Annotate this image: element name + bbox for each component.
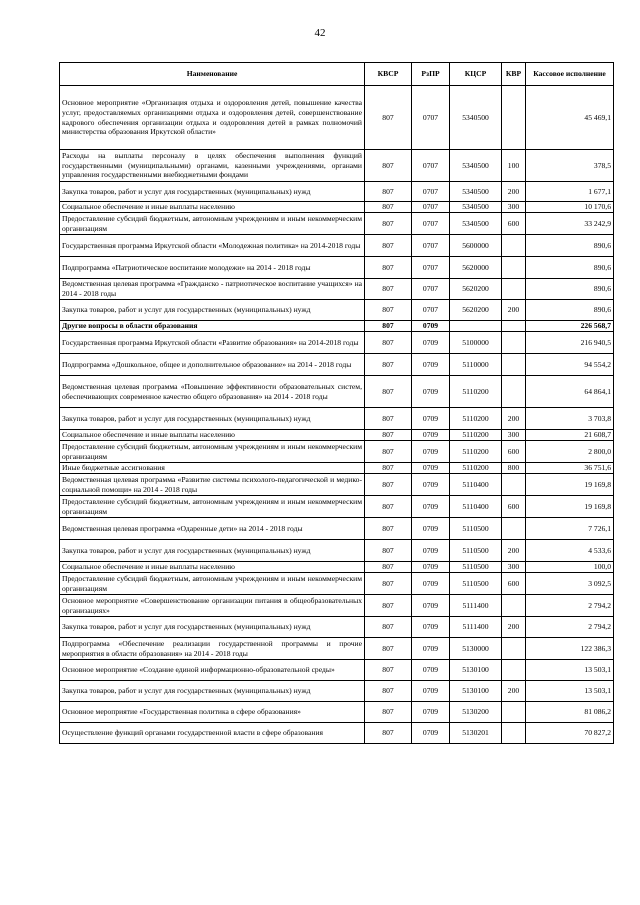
row-kcsr-cell — [450, 321, 502, 332]
header-kvr: КВР — [502, 63, 526, 86]
row-kvr-cell: 600 — [502, 573, 526, 595]
table-row — [60, 182, 614, 202]
row-rzpr-cell: 0707 — [412, 213, 450, 235]
row-kcsr-cell: 5130000 — [450, 638, 502, 660]
row-rzpr-cell: 0709 — [412, 474, 450, 496]
header-kvsr: КВСР — [365, 63, 412, 86]
row-name-cell: Государственная программа Иркутской области «Развитие образования» на 2014-2018 годы — [60, 332, 365, 354]
row-exec-cell: 2 794,2 — [526, 595, 614, 617]
table-row — [60, 617, 614, 638]
row-rzpr-cell: 0709 — [412, 441, 450, 463]
row-kvr-cell — [502, 279, 526, 300]
row-kvsr-cell: 807 — [365, 463, 412, 474]
row-kvr-cell — [502, 595, 526, 617]
row-kcsr-cell: 5130100 — [450, 681, 502, 702]
row-kcsr-cell: 5340500 — [450, 213, 502, 235]
row-exec-cell: 33 242,9 — [526, 213, 614, 235]
row-kcsr-cell: 5111400 — [450, 617, 502, 638]
row-kvr-cell: 600 — [502, 441, 526, 463]
row-kcsr-cell: 5110200 — [450, 430, 502, 441]
table-row — [60, 573, 614, 595]
row-kvsr-cell: 807 — [365, 660, 412, 681]
table-row — [60, 376, 614, 408]
row-exec-cell: 100,0 — [526, 562, 614, 573]
row-name-cell: Подпрограмма «Дошкольное, общее и дополнительное образование» на 2014 - 2018 годы — [60, 354, 365, 376]
row-exec-cell: 890,6 — [526, 257, 614, 279]
table-row — [60, 518, 614, 540]
row-kvr-cell: 600 — [502, 496, 526, 518]
table-row — [60, 213, 614, 235]
table-row — [60, 638, 614, 660]
row-name-cell: Закупка товаров, работ и услуг для государственных (муниципальных) нужд — [60, 300, 365, 321]
row-kcsr-cell: 5340500 — [450, 150, 502, 182]
row-rzpr-cell: 0709 — [412, 573, 450, 595]
row-kvr-cell — [502, 518, 526, 540]
row-kvsr-cell: 807 — [365, 300, 412, 321]
row-name-cell: Ведомственная целевая программа «Повышение эффективности образовательных систем, обеспечивающих современное качество общего образования» на 2014 - 2018 годы — [60, 376, 365, 408]
row-rzpr-cell: 0707 — [412, 150, 450, 182]
row-kcsr-cell: 5111400 — [450, 595, 502, 617]
row-exec-cell: 13 503,1 — [526, 681, 614, 702]
row-name-cell: Предоставление субсидий бюджетным, автономным учреждениям и иным некоммерческим организациям — [60, 213, 365, 235]
row-kvsr-cell: 807 — [365, 681, 412, 702]
row-kvr-cell: 300 — [502, 430, 526, 441]
row-kvsr-cell: 807 — [365, 279, 412, 300]
row-kvr-cell: 600 — [502, 213, 526, 235]
row-name-cell: Подпрограмма «Патриотическое воспитание молодежи» на 2014 - 2018 годы — [60, 257, 365, 279]
row-rzpr-cell: 0709 — [412, 540, 450, 562]
row-kvsr-cell: 807 — [365, 562, 412, 573]
row-exec-cell: 70 827,2 — [526, 723, 614, 744]
row-name-cell: Предоставление субсидий бюджетным, автономным учреждениям и иным некоммерческим организациям — [60, 573, 365, 595]
row-kcsr-cell: 5130100 — [450, 660, 502, 681]
row-exec-cell: 45 469,1 — [526, 86, 614, 150]
row-kvr-cell: 200 — [502, 617, 526, 638]
row-rzpr-cell: 0707 — [412, 257, 450, 279]
row-name-cell: Основное мероприятие «Государственная политика в сфере образования» — [60, 702, 365, 723]
row-rzpr-cell: 0709 — [412, 562, 450, 573]
table-row — [60, 562, 614, 573]
row-kvsr-cell: 807 — [365, 496, 412, 518]
row-name-cell: Ведомственная целевая программа «Одаренные дети» на 2014 - 2018 годы — [60, 518, 365, 540]
row-rzpr-cell: 0709 — [412, 702, 450, 723]
row-kvsr-cell: 807 — [365, 702, 412, 723]
row-rzpr-cell: 0709 — [412, 430, 450, 441]
row-kcsr-cell: 5110200 — [450, 376, 502, 408]
row-rzpr-cell: 0709 — [412, 723, 450, 744]
row-kvr-cell — [502, 638, 526, 660]
row-kvr-cell — [502, 723, 526, 744]
row-name-cell: Ведомственная целевая программа «Развитие системы психолого-педагогической и медико-социальной помощи» на 2014 - 2018 годы — [60, 474, 365, 496]
row-exec-cell: 216 940,5 — [526, 332, 614, 354]
row-name-cell: Другие вопросы в области образования — [60, 321, 365, 332]
row-name-cell: Государственная программа Иркутской области «Молодежная политика» на 2014-2018 годы — [60, 235, 365, 257]
row-exec-cell: 890,6 — [526, 279, 614, 300]
header-rzpr: РзПР — [412, 63, 450, 86]
row-kvr-cell: 200 — [502, 182, 526, 202]
row-kvsr-cell: 807 — [365, 723, 412, 744]
row-exec-cell: 890,6 — [526, 235, 614, 257]
row-kvsr-cell: 807 — [365, 441, 412, 463]
row-kvr-cell: 200 — [502, 408, 526, 430]
row-name-cell: Закупка товаров, работ и услуг для государственных (муниципальных) нужд — [60, 182, 365, 202]
row-kvr-cell: 800 — [502, 463, 526, 474]
table-row — [60, 540, 614, 562]
row-rzpr-cell: 0709 — [412, 376, 450, 408]
table-row — [60, 660, 614, 681]
row-exec-cell: 94 554,2 — [526, 354, 614, 376]
table-row — [60, 279, 614, 300]
header-kcsr: КЦСР — [450, 63, 502, 86]
row-kcsr-cell: 5110500 — [450, 518, 502, 540]
row-kvsr-cell: 807 — [365, 617, 412, 638]
table-row — [60, 235, 614, 257]
row-kcsr-cell: 5340500 — [450, 202, 502, 213]
row-kvr-cell: 200 — [502, 681, 526, 702]
row-name-cell: Иные бюджетные ассигнования — [60, 463, 365, 474]
row-kvsr-cell: 807 — [365, 182, 412, 202]
row-rzpr-cell: 0709 — [412, 617, 450, 638]
row-rzpr-cell: 0707 — [412, 86, 450, 150]
row-exec-cell: 36 751,6 — [526, 463, 614, 474]
row-kvsr-cell: 807 — [365, 474, 412, 496]
row-kvr-cell — [502, 86, 526, 150]
row-rzpr-cell: 0707 — [412, 279, 450, 300]
row-kvr-cell: 200 — [502, 300, 526, 321]
row-name-cell: Закупка товаров, работ и услуг для государственных (муниципальных) нужд — [60, 540, 365, 562]
row-name-cell: Социальное обеспечение и иные выплаты населению — [60, 430, 365, 441]
budget-table — [59, 62, 614, 744]
row-kcsr-cell: 5340500 — [450, 86, 502, 150]
row-kvsr-cell: 807 — [365, 332, 412, 354]
row-exec-cell: 7 726,1 — [526, 518, 614, 540]
row-name-cell: Расходы на выплаты персоналу в целях обеспечения выполнения функций государственными (муниципальными) органами, казенными учреждениями, органами управления государственными внебюджетными фондами — [60, 150, 365, 182]
table-row — [60, 321, 614, 332]
row-rzpr-cell: 0707 — [412, 182, 450, 202]
row-name-cell: Основное мероприятие «Организация отдыха и оздоровления детей, повышение качества услуг, предоставляемых организациями отдыха и оздоровления детей, совершенствование кадрового обеспечения организации отдыха и оздоровления детей в рамках полномочий министерства образования Иркутской области» — [60, 86, 365, 150]
row-exec-cell: 122 386,3 — [526, 638, 614, 660]
row-rzpr-cell: 0709 — [412, 354, 450, 376]
row-kcsr-cell: 5110400 — [450, 474, 502, 496]
row-kvsr-cell: 807 — [365, 430, 412, 441]
row-kvr-cell: 200 — [502, 540, 526, 562]
row-kvsr-cell: 807 — [365, 638, 412, 660]
row-kvr-cell — [502, 257, 526, 279]
table-row — [60, 463, 614, 474]
row-name-cell: Предоставление субсидий бюджетным, автономным учреждениям и иным некоммерческим организациям — [60, 441, 365, 463]
row-exec-cell: 19 169,8 — [526, 496, 614, 518]
table-row — [60, 300, 614, 321]
row-kcsr-cell: 5340500 — [450, 182, 502, 202]
table-row — [60, 702, 614, 723]
header-exec: Кассовое исполнение — [526, 63, 614, 86]
row-kvsr-cell: 807 — [365, 518, 412, 540]
table-header-row — [60, 63, 614, 86]
row-kcsr-cell: 5110400 — [450, 496, 502, 518]
row-name-cell: Основное мероприятие «Совершенствование организации питания в общеобразовательных организациях» — [60, 595, 365, 617]
row-rzpr-cell: 0709 — [412, 681, 450, 702]
row-kvsr-cell: 807 — [365, 257, 412, 279]
row-kvr-cell — [502, 332, 526, 354]
row-rzpr-cell: 0709 — [412, 408, 450, 430]
row-exec-cell: 378,5 — [526, 150, 614, 182]
row-exec-cell: 3 703,8 — [526, 408, 614, 430]
row-kvsr-cell: 807 — [365, 573, 412, 595]
row-exec-cell: 13 503,1 — [526, 660, 614, 681]
row-kcsr-cell: 5100000 — [450, 332, 502, 354]
row-exec-cell: 81 086,2 — [526, 702, 614, 723]
row-name-cell: Подпрограмма «Обеспечение реализации государственной программы и прочие мероприятия в области образования» на 2014 - 2018 годы — [60, 638, 365, 660]
row-rzpr-cell: 0709 — [412, 463, 450, 474]
row-kvsr-cell: 807 — [365, 540, 412, 562]
page-number: 42 — [314, 27, 326, 39]
row-kcsr-cell: 5110200 — [450, 441, 502, 463]
row-rzpr-cell: 0707 — [412, 202, 450, 213]
row-exec-cell: 226 568,7 — [526, 321, 614, 332]
row-kvsr-cell: 807 — [365, 235, 412, 257]
table-row — [60, 474, 614, 496]
row-rzpr-cell: 0709 — [412, 332, 450, 354]
row-name-cell: Закупка товаров, работ и услуг для государственных (муниципальных) нужд — [60, 617, 365, 638]
row-kvr-cell — [502, 376, 526, 408]
row-exec-cell: 3 092,5 — [526, 573, 614, 595]
row-kcsr-cell: 5110500 — [450, 540, 502, 562]
row-rzpr-cell: 0709 — [412, 496, 450, 518]
row-kvsr-cell: 807 — [365, 213, 412, 235]
table-row — [60, 86, 614, 150]
row-kvsr-cell: 807 — [365, 86, 412, 150]
row-rzpr-cell: 0707 — [412, 300, 450, 321]
row-kcsr-cell: 5110000 — [450, 354, 502, 376]
row-name-cell: Закупка товаров, работ и услуг для государственных (муниципальных) нужд — [60, 408, 365, 430]
row-kvsr-cell: 807 — [365, 376, 412, 408]
table-row — [60, 723, 614, 744]
row-kvr-cell — [502, 354, 526, 376]
row-rzpr-cell: 0709 — [412, 660, 450, 681]
header-name: Наименование — [60, 63, 365, 86]
row-exec-cell: 890,6 — [526, 300, 614, 321]
row-kvsr-cell: 807 — [365, 595, 412, 617]
table-row — [60, 202, 614, 213]
row-kvr-cell — [502, 660, 526, 681]
row-kvsr-cell: 807 — [365, 408, 412, 430]
row-kcsr-cell: 5110200 — [450, 463, 502, 474]
row-kcsr-cell: 5620000 — [450, 257, 502, 279]
table-row — [60, 595, 614, 617]
row-kvr-cell — [502, 474, 526, 496]
row-kvr-cell: 300 — [502, 562, 526, 573]
row-name-cell: Социальное обеспечение и иные выплаты населению — [60, 562, 365, 573]
table-row — [60, 681, 614, 702]
row-exec-cell: 19 169,8 — [526, 474, 614, 496]
row-kcsr-cell: 5620200 — [450, 300, 502, 321]
row-name-cell: Ведомственная целевая программа «Гражданско - патриотическое воспитание учащихся» на 2014 - 2018 годы — [60, 279, 365, 300]
table-row — [60, 430, 614, 441]
row-rzpr-cell: 0707 — [412, 235, 450, 257]
table-row — [60, 354, 614, 376]
row-kcsr-cell: 5130200 — [450, 702, 502, 723]
row-kvr-cell: 100 — [502, 150, 526, 182]
row-kvsr-cell: 807 — [365, 354, 412, 376]
table-row — [60, 496, 614, 518]
row-rzpr-cell: 0709 — [412, 518, 450, 540]
row-kcsr-cell: 5620200 — [450, 279, 502, 300]
row-rzpr-cell: 0709 — [412, 321, 450, 332]
row-exec-cell: 1 677,1 — [526, 182, 614, 202]
row-name-cell: Основное мероприятие «Создание единой информационно-образовательной среды» — [60, 660, 365, 681]
row-rzpr-cell: 0709 — [412, 638, 450, 660]
row-name-cell: Осуществление функций органами государственной власти в сфере образования — [60, 723, 365, 744]
row-kvr-cell — [502, 235, 526, 257]
row-kcsr-cell: 5110200 — [450, 408, 502, 430]
table-row — [60, 150, 614, 182]
row-kcsr-cell: 5110500 — [450, 562, 502, 573]
row-kvr-cell — [502, 702, 526, 723]
row-kvsr-cell: 807 — [365, 150, 412, 182]
row-kcsr-cell: 5110500 — [450, 573, 502, 595]
row-kvr-cell: 300 — [502, 202, 526, 213]
row-kvsr-cell: 807 — [365, 202, 412, 213]
table-row — [60, 332, 614, 354]
row-exec-cell: 64 864,1 — [526, 376, 614, 408]
row-rzpr-cell: 0709 — [412, 595, 450, 617]
row-name-cell: Социальное обеспечение и иные выплаты населению — [60, 202, 365, 213]
row-kcsr-cell: 5130201 — [450, 723, 502, 744]
row-name-cell: Предоставление субсидий бюджетным, автономным учреждениям и иным некоммерческим организациям — [60, 496, 365, 518]
table-row — [60, 257, 614, 279]
row-kvsr-cell: 807 — [365, 321, 412, 332]
row-name-cell: Закупка товаров, работ и услуг для государственных (муниципальных) нужд — [60, 681, 365, 702]
row-exec-cell: 21 608,7 — [526, 430, 614, 441]
table-row — [60, 441, 614, 463]
row-kcsr-cell: 5600000 — [450, 235, 502, 257]
table-row — [60, 408, 614, 430]
row-kvr-cell — [502, 321, 526, 332]
row-exec-cell: 10 170,6 — [526, 202, 614, 213]
row-exec-cell: 2 800,0 — [526, 441, 614, 463]
row-exec-cell: 4 533,6 — [526, 540, 614, 562]
row-exec-cell: 2 794,2 — [526, 617, 614, 638]
